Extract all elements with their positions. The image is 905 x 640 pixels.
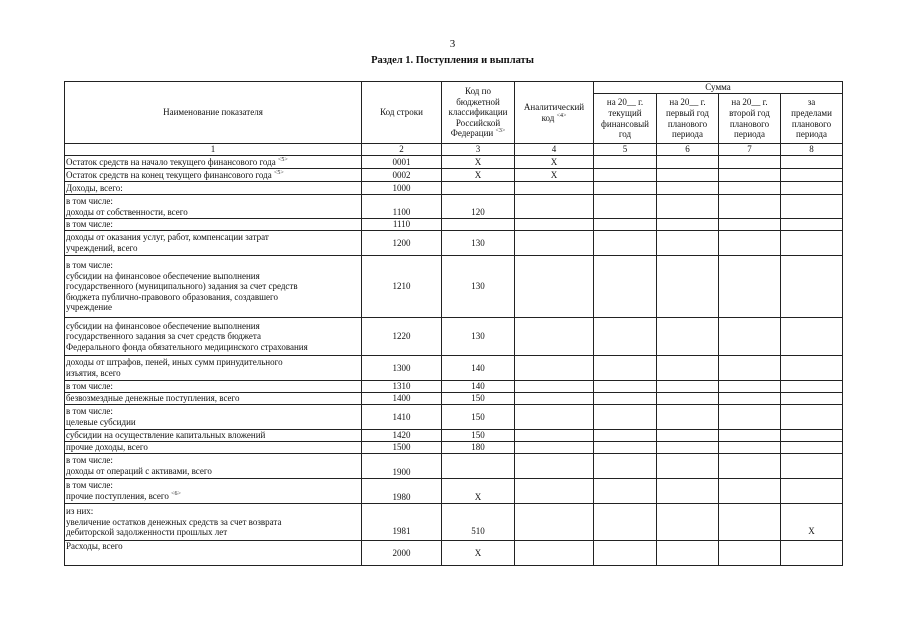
table-row: в том числе: 1110 [65, 219, 843, 231]
header-sum-second-plan-year: на 20__ г. второй год планового периода [719, 94, 781, 144]
header-analytic-code: Аналитический код $^{<4>}$ [515, 82, 594, 144]
table-row: в том числе: доходы от операций с активами, всего 1900 [65, 454, 843, 479]
table-row: в том числе: субсидии на финансовое обеспечение выполнения государственного (муниципального) задания за счет средств бюджета публично-правового образования, создавшего учреждение 1210 130 [65, 256, 843, 318]
footnote-mark: <3> [495, 128, 506, 135]
header-sum-beyond-plan: за пределами планового периода [781, 94, 843, 144]
footnote-mark: <5> [274, 169, 284, 176]
table-row: в том числе: доходы от собственности, всего 1100 120 [65, 195, 843, 219]
table-row: в том числе: прочие поступления, всего $^{<6>}$ 1980 X [65, 479, 843, 504]
table-row: прочие доходы, всего 1500 180 [65, 442, 843, 454]
table-row: Остаток средств на конец текущего финансового года $^{<5>}$ 0002 X X [65, 169, 843, 182]
table-row: Остаток средств на начало текущего финансового года $^{<5>}$ 0001 X X [65, 156, 843, 169]
table-row: в том числе: 1310 140 [65, 381, 843, 393]
section-title: Раздел 1. Поступления и выплаты [371, 55, 534, 66]
header-sum-first-plan-year: на 20__ г. первый год планового периода [657, 94, 719, 144]
page-number: 3 [449, 38, 456, 50]
footnote-mark: <4> [556, 112, 567, 119]
table-row: доходы от штрафов, пеней, иных сумм принудительного изъятия, всего 1300 140 [65, 356, 843, 381]
header-budget-code: Код по бюджетной классификации Российской Федерации $^{<3>}$ [442, 82, 515, 144]
header-sum-current-year: на 20__ г. текущий финансовый год [594, 94, 657, 144]
header-sum: Сумма [594, 82, 843, 94]
footnote-mark: <6> [171, 491, 181, 497]
income-expense-table [64, 81, 843, 566]
table-row: в том числе: целевые субсидии 1410 150 [65, 405, 843, 430]
table-row: субсидии на финансовое обеспечение выполнения государственного задания за счет средств бюджета Федерального фонда обязательного медицинского страхования 1220 130 [65, 318, 843, 356]
header-row-code: Код строки [362, 82, 442, 144]
column-numbers-row: 1 2 3 4 5 6 7 8 [65, 144, 843, 156]
table-row: Расходы, всего 2000 X [65, 541, 843, 566]
table-row: доходы от оказания услуг, работ, компенсации затрат учреждений, всего 1200 130 [65, 231, 843, 256]
header-name: Наименование показателя [65, 82, 362, 144]
footnote-mark: <5> [278, 156, 288, 163]
table-row: субсидии на осуществление капитальных вложений 1420 150 [65, 430, 843, 442]
table-row: Доходы, всего: 1000 [65, 182, 843, 195]
table-row: безвозмездные денежные поступления, всего 1400 150 [65, 393, 843, 405]
table-row: из них: увеличение остатков денежных средств за счет возврата дебиторской задолженности прошлых лет 1981 510 X [65, 504, 843, 541]
